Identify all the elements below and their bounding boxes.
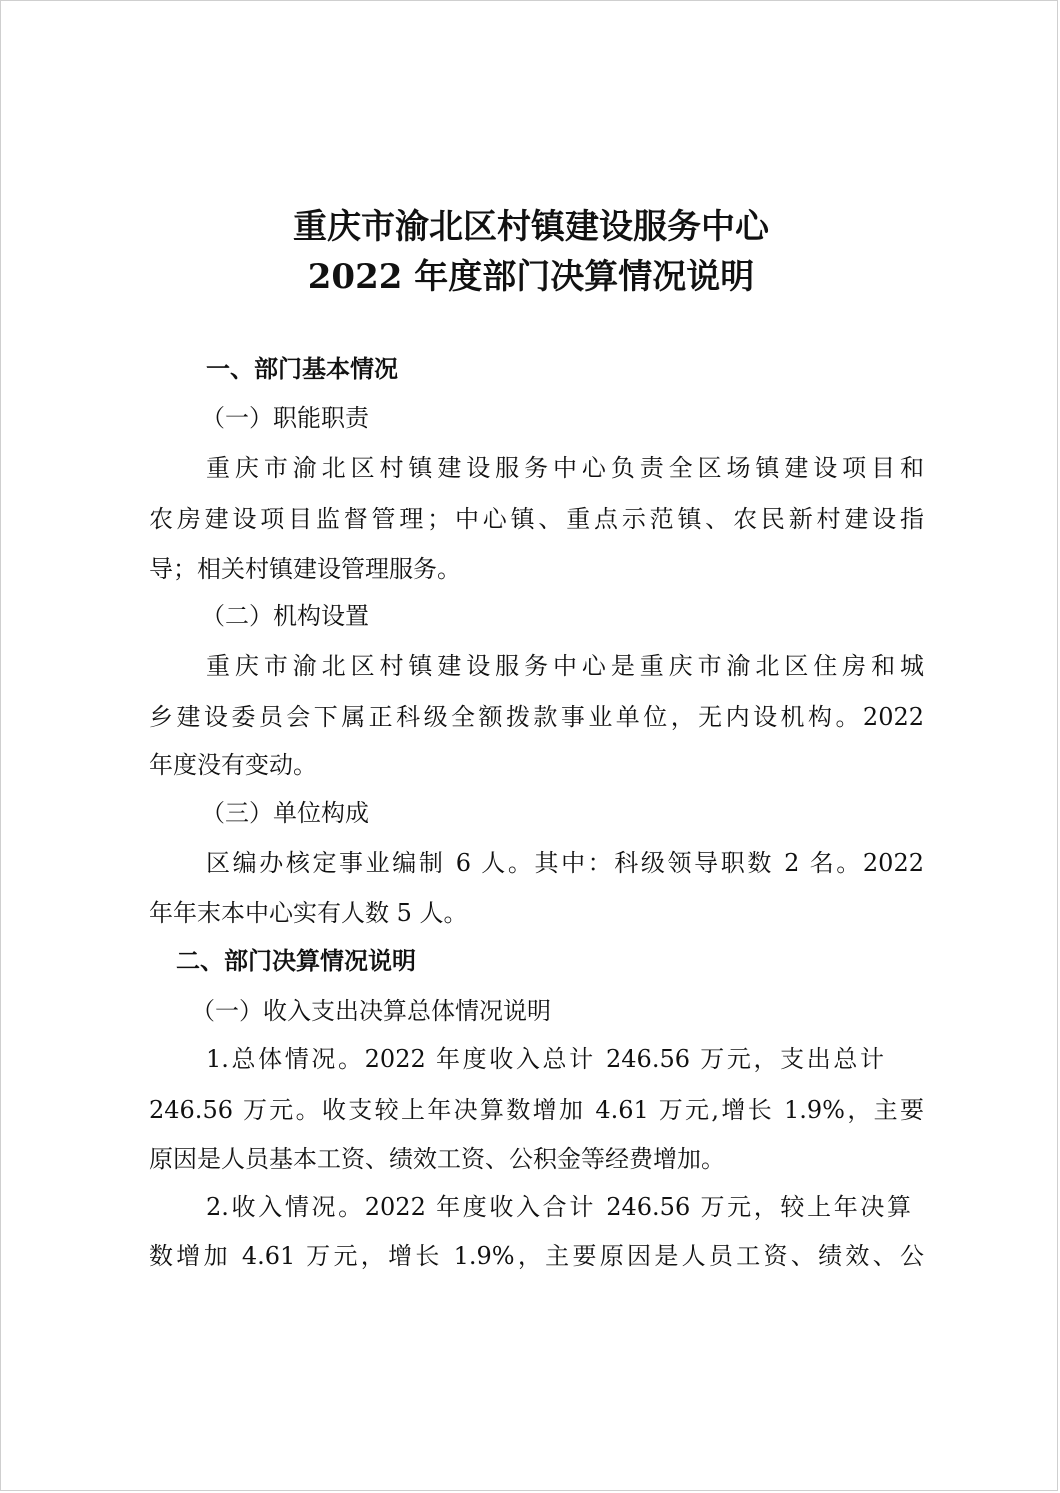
subsection-heading-duties: （一）职能职责 xyxy=(201,404,369,432)
subsection-heading-overview: （一）收入支出决算总体情况说明 xyxy=(191,997,551,1025)
paragraph-composition-line2: 年年末本中心实有人数 5 人。 xyxy=(149,899,468,927)
paragraph-income-line1: 2.收入情况。2022 年度收入合计 246.56 万元，较上年决算 xyxy=(206,1193,911,1221)
paragraph-overview-line2: 246.56 万元。收支较上年决算数增加 4.61 万元,增长 1.9%，主要 xyxy=(149,1096,924,1124)
paragraph-overview-line3: 原因是人员基本工资、绩效工资、公积金等经费增加。 xyxy=(149,1145,725,1173)
section-heading-2: 二、部门决算情况说明 xyxy=(176,946,416,975)
paragraph-organization-line1: 重庆市渝北区村镇建设服务中心是重庆市渝北区住房和城 xyxy=(206,652,924,680)
paragraph-income-line2: 数增加 4.61 万元，增长 1.9%，主要原因是人员工资、绩效、公 xyxy=(149,1242,924,1270)
paragraph-duties-line2: 农房建设项目监督管理；中心镇、重点示范镇、农民新村建设指 xyxy=(149,505,924,533)
document-title-line2: 2022 年度部门决算情况说明 xyxy=(307,257,755,297)
paragraph-duties-line1: 重庆市渝北区村镇建设服务中心负责全区场镇建设项目和 xyxy=(206,454,924,482)
subsection-heading-composition: （三）单位构成 xyxy=(201,799,369,827)
subsection-heading-organization: （二）机构设置 xyxy=(201,602,369,630)
paragraph-organization-line2: 乡建设委员会下属正科级全额拨款事业单位，无内设机构。2022 xyxy=(149,703,924,731)
paragraph-overview-line1: 1.总体情况。2022 年度收入总计 246.56 万元，支出总计 xyxy=(206,1045,884,1073)
paragraph-organization-line3: 年度没有变动。 xyxy=(149,751,317,779)
paragraph-composition-line1: 区编办核定事业编制 6 人。其中：科级领导职数 2 名。2022 xyxy=(206,849,924,877)
document-title-line1: 重庆市渝北区村镇建设服务中心 xyxy=(293,207,769,247)
paragraph-duties-line3: 导；相关村镇建设管理服务。 xyxy=(149,555,461,583)
section-heading-1: 一、部门基本情况 xyxy=(206,354,398,383)
